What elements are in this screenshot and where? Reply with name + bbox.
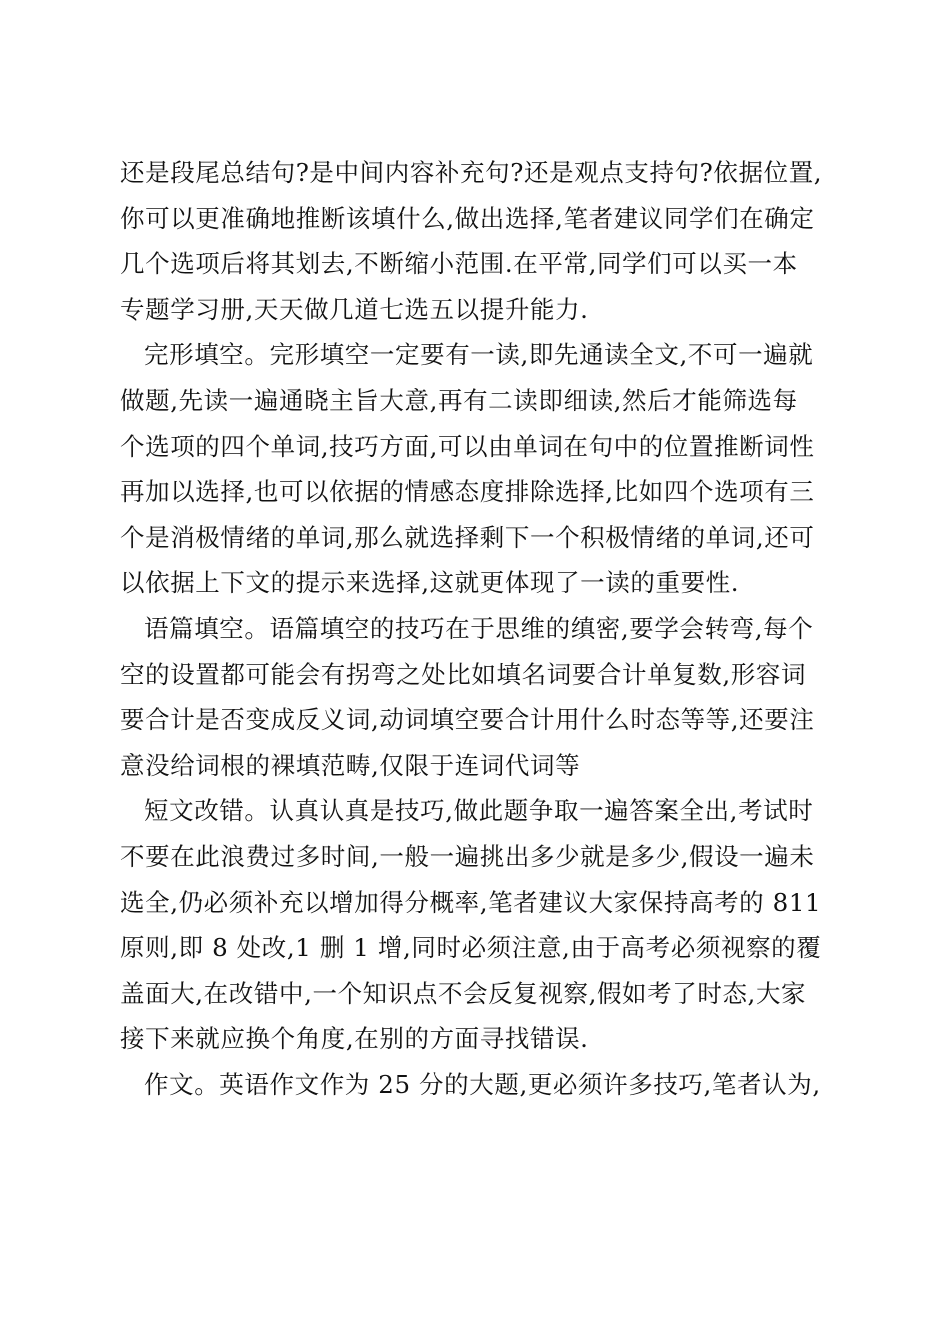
text-line: 几个选项后将其划去,不断缩小范围.在平常,同学们可以买一本 <box>120 249 798 279</box>
text-line: 个选项的四个单词,技巧方面,可以由单词在句中的位置推断词性 <box>120 431 815 461</box>
para-essay <box>120 1062 840 1108</box>
text-line: 原则,即 8 处改,1 删 1 增,同时必须注意,由于高考必须视察的覆 <box>120 933 822 963</box>
text-line: 个是消极情绪的单词,那么就选择剩下一个积极情绪的单词,还可 <box>120 522 815 552</box>
body-text <box>120 150 840 1107</box>
para-continued <box>120 150 840 332</box>
text-line: 接下来就应换个角度,在别的方面寻找错误. <box>120 1024 589 1054</box>
text-line: 再加以选择,也可以依据的情感态度排除选择,比如四个选项有三 <box>120 477 815 507</box>
text-line: 空的设置都可能会有拐弯之处比如填名词要合计单复数,形容词 <box>120 659 807 689</box>
text-line: 做题,先读一遍通晓主旨大意,再有二读即细读,然后才能筛选每 <box>120 385 798 415</box>
text-line: 要合计是否变成反义词,动词填空要合计用什么时态等等,还要注 <box>120 705 815 735</box>
text-line: 语篇填空。语篇填空的技巧在于思维的缜密,要学会转弯,每个 <box>144 613 814 643</box>
text-line: 盖面大,在改错中,一个知识点不会反复视察,假如考了时态,大家 <box>120 978 807 1008</box>
text-line: 选全,仍必须补充以增加得分概率,笔者建议大家保持高考的 811 <box>120 887 822 917</box>
para-grammar-fill <box>120 606 840 788</box>
text-line: 意没给词根的裸填范畴,仅限于连词代词等 <box>120 750 581 780</box>
text-line: 作文。英语作文作为 25 分的大题,更必须许多技巧,笔者认为, <box>144 1069 821 1099</box>
text-line: 专题学习册,天天做几道七选五以提升能力. <box>120 294 589 324</box>
text-line: 以依据上下文的提示来选择,这就更体现了一读的重要性. <box>120 568 740 598</box>
text-line: 不要在此浪费过多时间,一般一遍挑出多少就是多少,假设一遍未 <box>120 841 815 871</box>
text-line: 完形填空。完形填空一定要有一读,即先通读全文,不可一遍就 <box>144 340 814 370</box>
text-line: 短文改错。认真认真是技巧,做此题争取一遍答案全出,考试时 <box>144 796 814 826</box>
para-error-correction <box>120 788 840 1062</box>
para-cloze <box>120 332 840 606</box>
text-line: 你可以更准确地推断该填什么,做出选择,笔者建议同学们在确定 <box>120 203 815 233</box>
text-line: 还是段尾总结句?是中间内容补充句?还是观点支持句?依据位置, <box>120 158 823 187</box>
